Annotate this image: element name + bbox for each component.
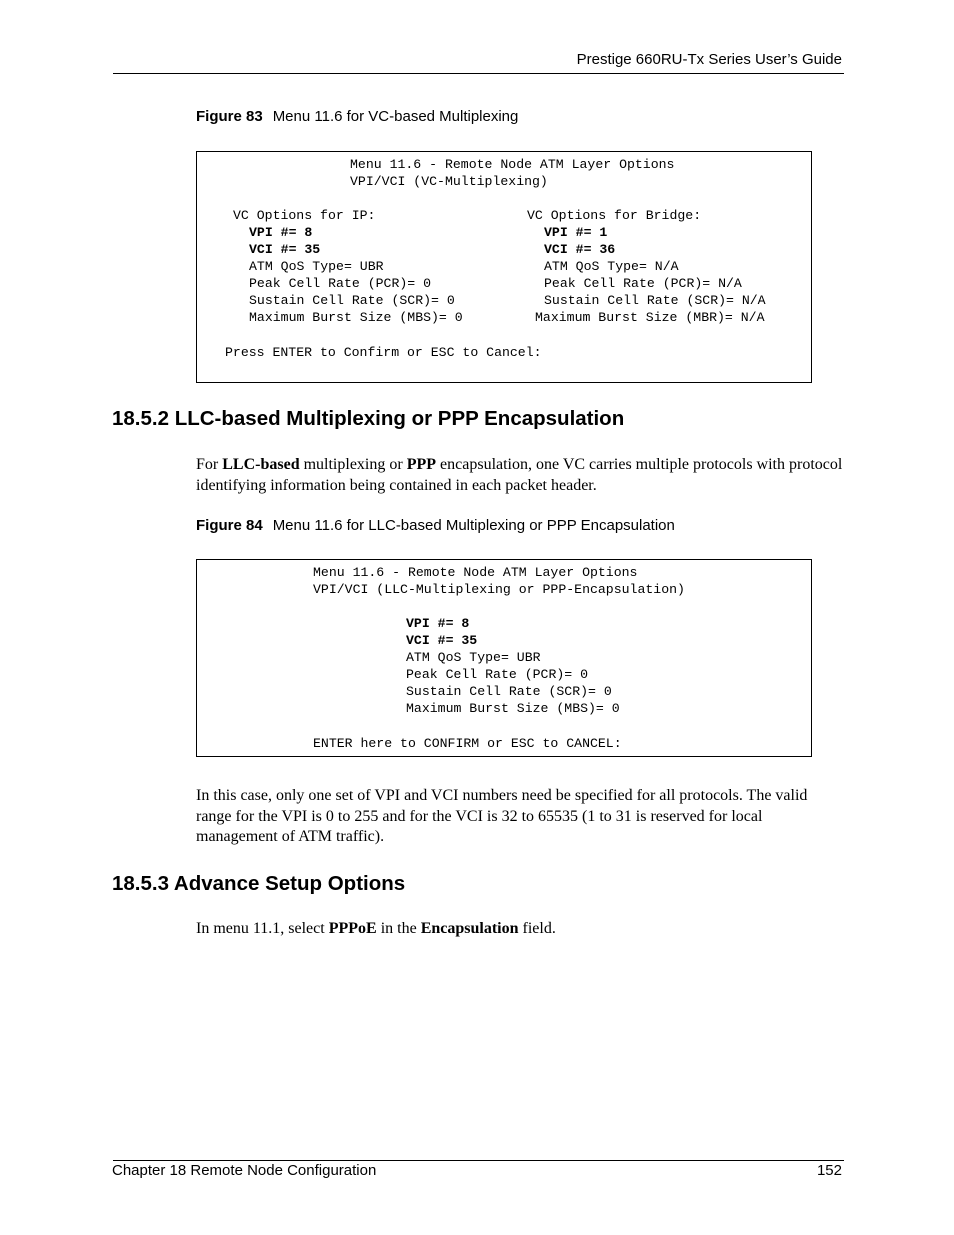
figure-84-caption-text: Menu 11.6 for LLC-based Multiplexing or PPP Encapsulation xyxy=(272,517,675,534)
bridge-qos-field: ATM QoS Type= N/A xyxy=(544,259,679,274)
section-heading-18-5-3: 18.5.3 Advance Setup Options xyxy=(112,872,406,895)
ip-options-heading: VC Options for IP: xyxy=(233,208,376,223)
page-number: 152 xyxy=(816,1162,842,1179)
mbs-field: Maximum Burst Size (MBS)= 0 xyxy=(406,701,620,716)
bridge-scr-field: Sustain Cell Rate (SCR)= N/A xyxy=(544,293,766,308)
llc-paragraph xyxy=(196,455,846,496)
ip-vci-field: VCI #= 35 xyxy=(249,242,321,257)
confirm-prompt: Press ENTER to Confirm or ESC to Cancel: xyxy=(225,345,542,360)
menu-subtitle: VPI/VCI (LLC-Multiplexing or PPP-Encapsulation) xyxy=(313,582,685,597)
ip-mbs-field: Maximum Burst Size (MBS)= 0 xyxy=(249,310,463,325)
ppp-term: PPP xyxy=(406,456,437,473)
llc-para-text-2: multiplexing or xyxy=(299,456,407,473)
bridge-pcr-field: Peak Cell Rate (PCR)= N/A xyxy=(544,276,742,291)
scr-field: Sustain Cell Rate (SCR)= 0 xyxy=(406,684,612,699)
ip-qos-field: ATM QoS Type= UBR xyxy=(249,259,384,274)
footer-rule xyxy=(113,1160,844,1161)
vpi-field: VPI #= 8 xyxy=(406,616,470,631)
advance-setup-paragraph xyxy=(196,919,846,940)
adv-para-text-2: in the xyxy=(376,920,421,937)
pppoe-term: PPPoE xyxy=(328,920,377,937)
footer-chapter: Chapter 18 Remote Node Configuration xyxy=(112,1162,377,1179)
figure-84-terminal-screen xyxy=(196,559,812,757)
ip-vpi-field: VPI #= 8 xyxy=(249,225,313,240)
header-rule xyxy=(113,73,844,74)
adv-para-text-3: field. xyxy=(518,920,556,937)
figure-83-terminal-screen xyxy=(196,151,812,383)
figure-83-caption xyxy=(196,108,518,125)
bridge-vci-field: VCI #= 36 xyxy=(544,242,616,257)
figure-83-caption-text: Menu 11.6 for VC-based Multiplexing xyxy=(272,108,519,125)
menu-subtitle: VPI/VCI (VC-Multiplexing) xyxy=(350,174,548,189)
bridge-mbr-field: Maximum Burst Size (MBR)= N/A xyxy=(535,310,765,325)
encapsulation-term: Encapsulation xyxy=(420,920,519,937)
llc-based-term: LLC-based xyxy=(222,456,300,473)
running-header: Prestige 660RU-Tx Series User’s Guide xyxy=(576,51,842,68)
qos-field: ATM QoS Type= UBR xyxy=(406,650,541,665)
llc-para-text-3: encapsulation, one VC carries multiple protocols with protocol identifying information being contained in each packet header. xyxy=(196,456,843,494)
figure-84-label: Figure 84 xyxy=(196,517,263,534)
bridge-vpi-field: VPI #= 1 xyxy=(544,225,608,240)
menu-title: Menu 11.6 - Remote Node ATM Layer Options xyxy=(313,565,638,580)
bridge-options-heading: VC Options for Bridge: xyxy=(527,208,702,223)
figure-84-caption xyxy=(196,517,675,534)
ip-scr-field: Sustain Cell Rate (SCR)= 0 xyxy=(249,293,455,308)
ip-pcr-field: Peak Cell Rate (PCR)= 0 xyxy=(249,276,432,291)
vci-field: VCI #= 35 xyxy=(406,633,478,648)
figure-83-label: Figure 83 xyxy=(196,108,263,125)
confirm-prompt: ENTER here to CONFIRM or ESC to CANCEL: xyxy=(313,736,622,751)
menu-title: Menu 11.6 - Remote Node ATM Layer Options xyxy=(350,157,675,172)
pcr-field: Peak Cell Rate (PCR)= 0 xyxy=(406,667,589,682)
llc-para-text-1: For xyxy=(196,456,223,473)
vpi-range-paragraph: In this case, only one set of VPI and VCI numbers need be specified for all protocols. The valid range for the VPI is 0 to 255 and for the VCI is 32 to 65535 (1 to 31 is reserved for local management of ATM traffic). xyxy=(196,787,808,845)
section-heading-18-5-2: 18.5.2 LLC-based Multiplexing or PPP Encapsulation xyxy=(112,407,625,430)
adv-para-text-1: In menu 11.1, select xyxy=(196,920,329,937)
